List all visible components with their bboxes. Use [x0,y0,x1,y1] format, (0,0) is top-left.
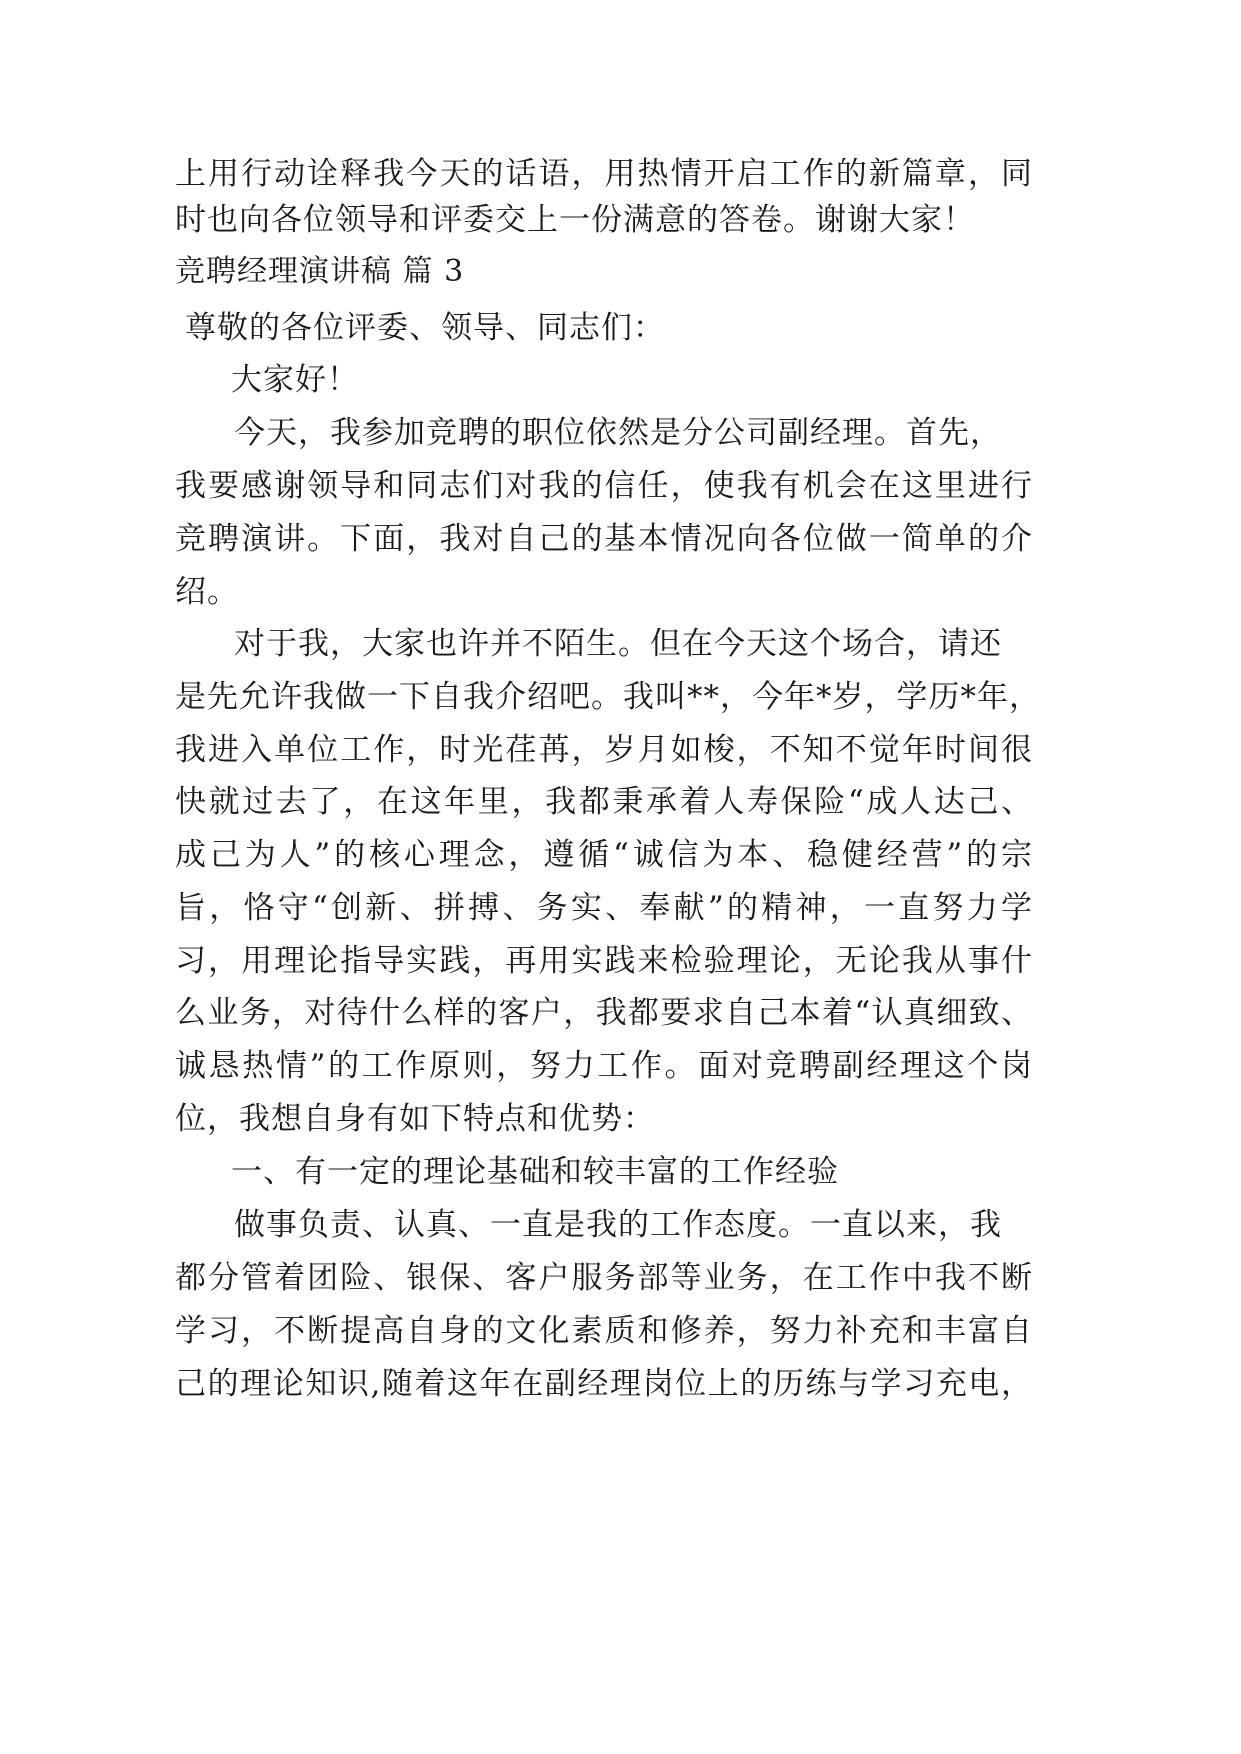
paragraph1-line-2: 我要感谢领导和同志们对我的信任，使我有机会在这里进行 [175,468,1033,504]
opening-line-2: 时也向各位领导和评委交上一份满意的答卷。谢谢大家！ [175,202,975,238]
paragraph3-line-2: 都分管着团险、银保、客户服务部等业务，在工作中我不断 [175,1260,1033,1296]
salutation: 尊敬的各位评委、领导、同志们： [185,310,665,346]
paragraph2-line-4: 快就过去了，在这年里，我都秉承着人寿保险“成人达己、 [175,784,1033,820]
paragraph2-line-3: 我进入单位工作，时光荏苒，岁月如梭，不知不觉年时间很 [175,732,1033,768]
paragraph2-line-2: 是先允许我做一下自我介绍吧。我叫**，今年*岁，学历*年， [175,679,1041,715]
paragraph2-line-10: 位，我想自身有如下特点和优势： [175,1101,655,1137]
paragraph1-line-1: 今天，我参加竞聘的职位依然是分公司副经理。首先， [234,415,1002,451]
paragraph2-line-8: 么业务，对待什么样的客户，我都要求自己本着“认真细致、 [175,995,1033,1031]
paragraph3-line-4: 己的理论知识,随着这年在副经理岗位上的历练与学习充电， [175,1366,1033,1402]
paragraph1-line-3: 竞聘演讲。下面，我对自己的基本情况向各位做一简单的介 [175,521,1033,557]
paragraph2-line-6: 旨，恪守“创新、拼搏、务实、奉献”的精神，一直努力学 [175,890,1033,926]
paragraph2-line-5: 成己为人”的核心理念，遵循“诚信为本、稳健经营”的宗 [175,837,1033,873]
paragraph2-line-7: 习，用理论指导实践，再用实践来检验理论，无论我从事什 [175,943,1033,979]
section-heading-1: 一、有一定的理论基础和较丰富的工作经验 [231,1154,839,1190]
paragraph1-line-4: 绍。 [175,574,239,610]
paragraph3-line-3: 学习，不断提高自身的文化素质和修养，努力补充和丰富自 [175,1313,1033,1349]
greeting: 大家好！ [231,362,359,398]
section-title: 竞聘经理演讲稿 篇 3 [175,254,465,289]
paragraph2-line-1: 对于我，大家也许并不陌生。但在今天这个场合，请还 [234,626,1002,662]
paragraph3-line-1: 做事负责、认真、一直是我的工作态度。一直以来，我 [234,1207,1002,1243]
opening-line-1: 上用行动诠释我今天的话语，用热情开启工作的新篇章，同 [175,156,1033,192]
paragraph2-line-9: 诚恳热情”的工作原则，努力工作。面对竞聘副经理这个岗 [175,1048,1033,1084]
